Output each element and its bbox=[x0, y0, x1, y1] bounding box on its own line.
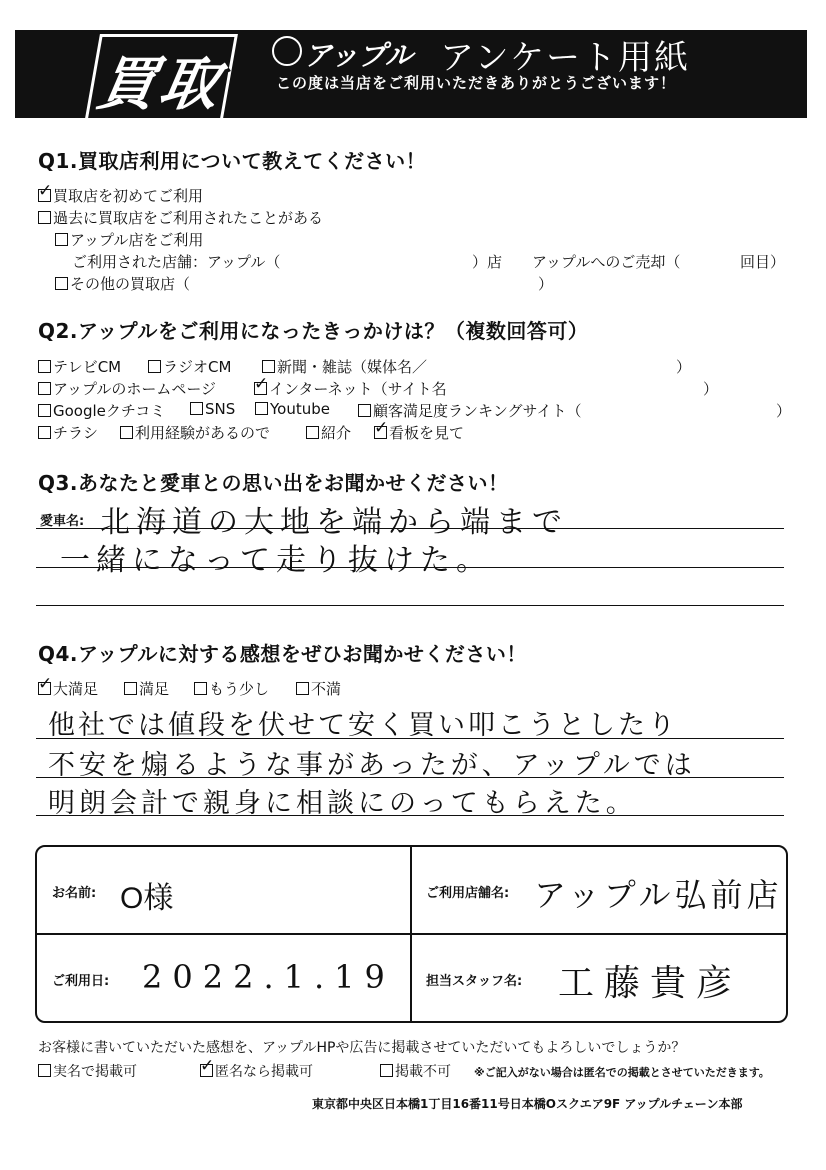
q2-option-internet[interactable]: ✓ インターネット（サイト名 bbox=[254, 378, 447, 399]
checkbox-icon bbox=[38, 360, 51, 373]
q2-newspaper-suffix: ） bbox=[676, 358, 692, 376]
checkbox-icon bbox=[38, 404, 51, 417]
checkbox-icon bbox=[262, 360, 275, 373]
checkbox-icon bbox=[124, 682, 137, 695]
q1-store-suffix: ）店 bbox=[472, 253, 503, 271]
publish-question: お客様に書いていただいた感想を、アップルHPや広告に掲載させていただいてもよろしいでしょうか？ bbox=[38, 1040, 686, 1056]
checkbox-icon bbox=[194, 682, 207, 695]
info-divider-horizontal bbox=[35, 933, 786, 935]
answer-line bbox=[36, 528, 784, 529]
q3-answer-line-1: 北海道の大地を端から端まで bbox=[100, 505, 568, 540]
q2-option-sns[interactable]: SNS bbox=[190, 400, 235, 418]
checkbox-checked-icon bbox=[38, 189, 51, 202]
header-brand: アップル bbox=[304, 39, 413, 72]
staff-value: 工藤貴彦 bbox=[558, 963, 743, 1004]
q4-option-satisfied[interactable]: 満足 bbox=[124, 678, 169, 699]
q1-other-suffix: ） bbox=[538, 275, 554, 293]
publish-option-real-name[interactable]: 実名で掲載可 bbox=[38, 1061, 137, 1081]
q1-option-apple[interactable]: アップル店をご利用 bbox=[55, 229, 203, 250]
company-address: 東京都中央区日本橋1丁目16番11号日本橋Oスクエア9F アップルチェーン本部 bbox=[312, 1097, 743, 1111]
q1-sales-suffix: 回目） bbox=[740, 253, 786, 271]
checkbox-icon bbox=[380, 1064, 393, 1077]
q2-option-radio[interactable]: ラジオCM bbox=[148, 356, 231, 377]
answer-line bbox=[36, 567, 784, 568]
q4-answer-line-1: 他社では値段を伏せて安く買い叩こうとしたり bbox=[48, 710, 678, 741]
q3-answer-line-2: 一緒になって走り抜けた。 bbox=[60, 543, 492, 578]
publish-option-none[interactable]: 掲載不可 bbox=[380, 1061, 451, 1081]
q2-option-tv[interactable]: テレビCM bbox=[38, 356, 121, 377]
store-label: ご利用店舗名: bbox=[426, 886, 510, 901]
q4-answer-line-2: 不安を煽るような事があったが、アップルでは bbox=[48, 750, 696, 781]
q1-option-first[interactable]: ✓買取店を初めてご利用 bbox=[38, 185, 203, 206]
checkbox-icon bbox=[358, 404, 371, 417]
q4-option-little-more[interactable]: もう少し bbox=[194, 678, 269, 699]
checkbox-checked-icon bbox=[254, 382, 267, 395]
q2-ranking-suffix: ） bbox=[776, 402, 792, 420]
checkbox-icon bbox=[38, 426, 51, 439]
q2-option-homepage[interactable]: アップルのホームページ bbox=[38, 378, 216, 399]
checkbox-icon bbox=[296, 682, 309, 695]
publish-option-anonymous[interactable]: ✓ 匿名なら掲載可 bbox=[200, 1061, 313, 1081]
name-label: お名前: bbox=[52, 886, 97, 901]
q2-option-referral[interactable]: 紹介 bbox=[306, 422, 351, 443]
checkbox-icon bbox=[190, 402, 203, 415]
publish-note: ※ご記入がない場合は匿名での掲載とさせていただきます。 bbox=[474, 1066, 770, 1079]
q2-option-google[interactable]: Googleクチコミ bbox=[38, 400, 165, 421]
q4-option-dissatisfied[interactable]: 不満 bbox=[296, 678, 341, 699]
checkbox-icon bbox=[38, 211, 51, 224]
staff-label: 担当スタッフ名: bbox=[426, 974, 523, 989]
q3-title: Q3.あなたと愛車との思い出をお聞かせください！ bbox=[38, 471, 509, 495]
q1-sales-label: アップルへのご売却（ bbox=[532, 253, 681, 271]
q2-option-youtube[interactable]: Youtube bbox=[255, 400, 330, 418]
q2-internet-suffix: ） bbox=[703, 380, 719, 398]
checkbox-icon bbox=[306, 426, 319, 439]
checkbox-icon bbox=[55, 233, 68, 246]
q1-option-other[interactable]: その他の買取店（ bbox=[55, 273, 190, 294]
checkbox-icon bbox=[255, 402, 268, 415]
date-value: 2022.1.19 bbox=[142, 958, 395, 996]
date-label: ご利用日: bbox=[52, 974, 110, 989]
q2-title: Q2.アップルをご利用になったきっかけは？（複数回答可） bbox=[38, 319, 589, 343]
checkbox-icon bbox=[38, 382, 51, 395]
answer-line bbox=[36, 605, 784, 606]
q2-option-experience[interactable]: 利用経験があるので bbox=[120, 422, 270, 443]
header-title: アンケート用紙 bbox=[440, 38, 690, 78]
name-value: O様 bbox=[120, 882, 174, 915]
checkbox-icon bbox=[120, 426, 133, 439]
q4-option-very-satisfied[interactable]: ✓大満足 bbox=[38, 678, 98, 699]
q1-title: Q1.買取店利用について教えてください！ bbox=[38, 149, 427, 173]
q2-option-newspaper[interactable]: 新聞・雑誌（媒体名／ bbox=[262, 356, 427, 377]
checkbox-icon bbox=[55, 277, 68, 290]
q4-title: Q4.アップルに対する感想をぜひお聞かせください！ bbox=[38, 642, 527, 666]
answer-line bbox=[36, 738, 784, 739]
checkbox-icon bbox=[38, 1064, 51, 1077]
q4-answer-line-3: 明朗会計で親身に相談にのってもらえた。 bbox=[48, 788, 637, 819]
checkbox-icon bbox=[148, 360, 161, 373]
q2-option-flyer[interactable]: チラシ bbox=[38, 422, 98, 443]
brand-badge-icon bbox=[272, 36, 302, 66]
checkbox-checked-icon bbox=[200, 1064, 213, 1077]
checkbox-checked-icon bbox=[374, 426, 387, 439]
checkbox-checked-icon bbox=[38, 682, 51, 695]
q2-option-ranking[interactable]: 顧客満足度ランキングサイト（ bbox=[358, 400, 582, 421]
store-value: アップル弘前店 bbox=[534, 876, 783, 914]
header-subtitle: この度は当店をご利用いただきありがとうございます！ bbox=[276, 74, 677, 92]
q2-option-signboard[interactable]: ✓ 看板を見て bbox=[374, 422, 464, 443]
answer-line bbox=[36, 815, 784, 816]
q1-option-past[interactable]: 過去に買取店をご利用されたことがある bbox=[38, 207, 323, 228]
car-name-label: 愛車名: bbox=[40, 514, 85, 529]
answer-line bbox=[36, 777, 784, 778]
q1-store-label: ご利用された店舗：アップル（ bbox=[72, 253, 281, 271]
header-logo: 買取 bbox=[92, 34, 236, 124]
